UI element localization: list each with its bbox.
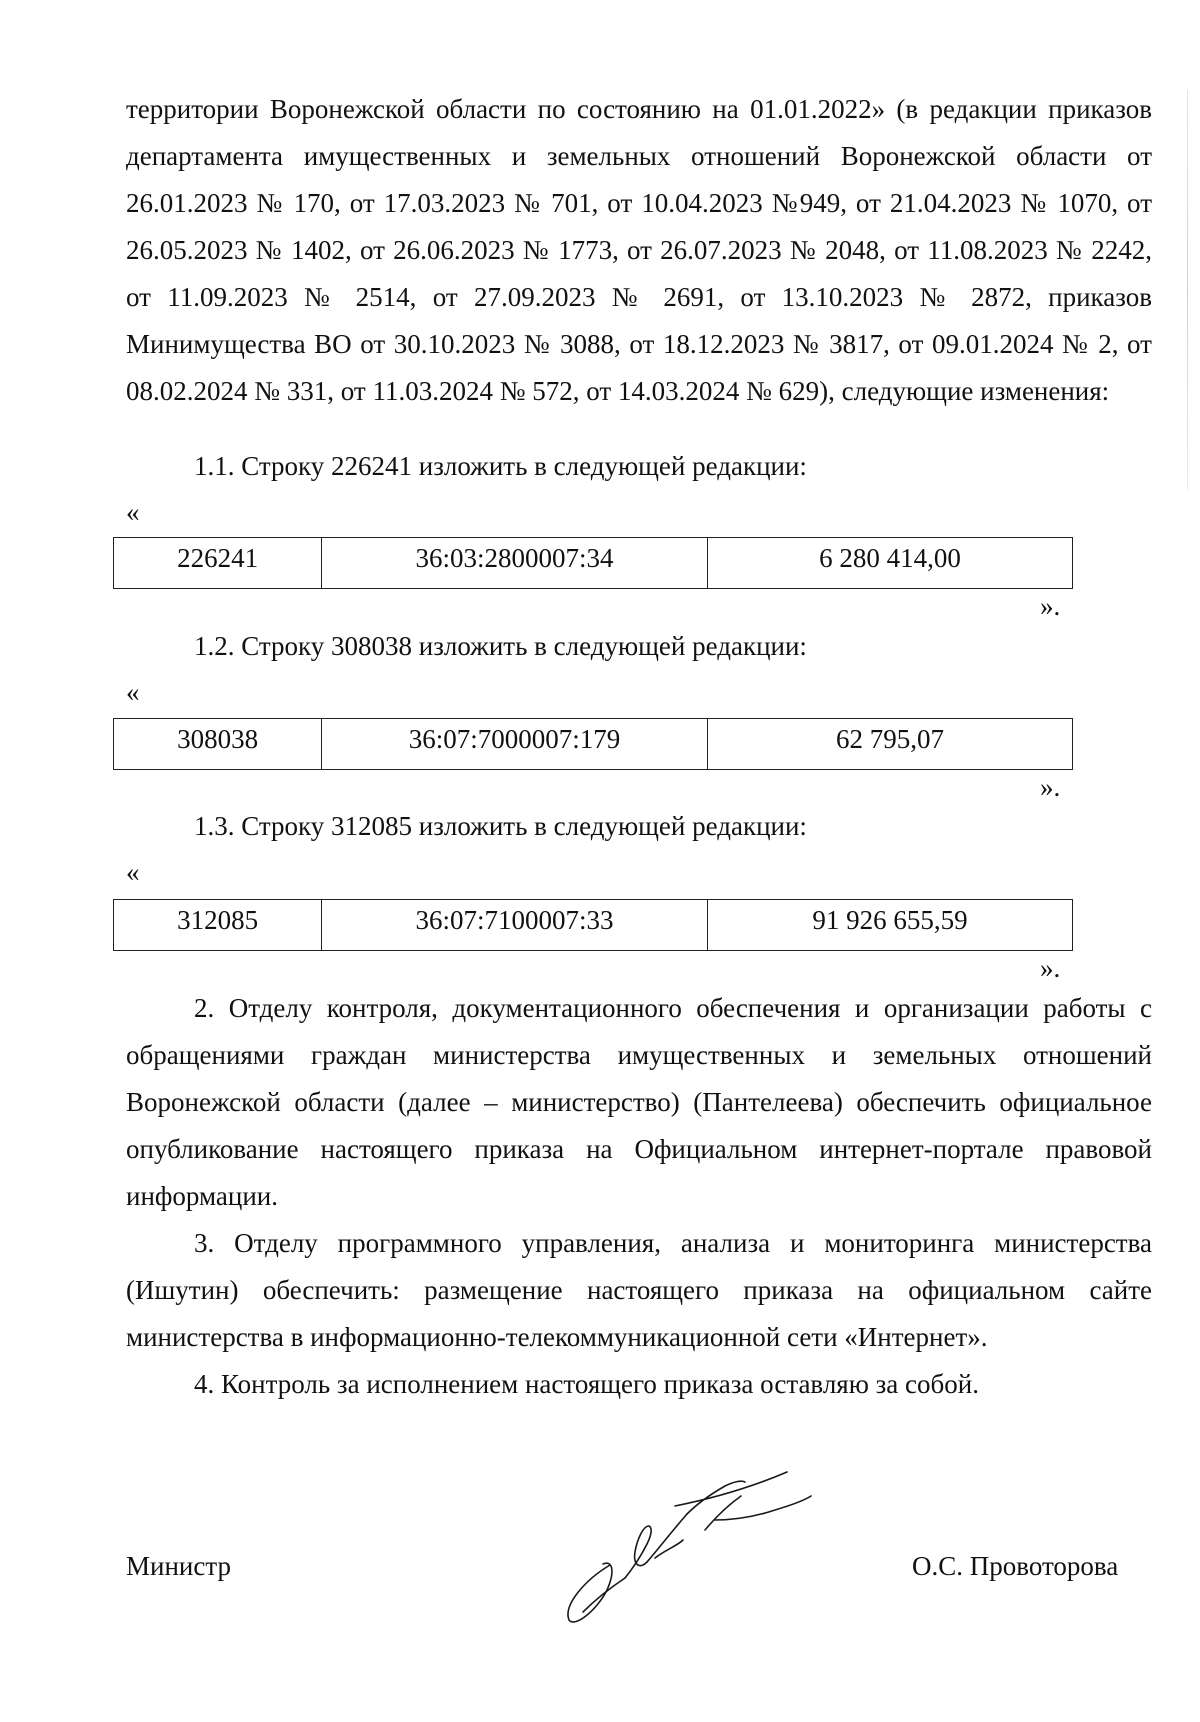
row-1-table — [113, 537, 1073, 589]
row-3-quote-open: « — [126, 857, 140, 887]
paragraph-4: 4. Контроль за исполнением настоящего приказа оставляю за собой. — [194, 1369, 979, 1399]
table-row — [114, 719, 1073, 770]
handwritten-signature — [555, 1460, 825, 1630]
row-3-cell-cadastral: 36:07:7100007:33 — [322, 900, 708, 951]
signatory-name: О.С. Провоторова — [912, 1551, 1119, 1581]
row-1-cell-number: 226241 — [114, 538, 322, 589]
table-row — [114, 900, 1073, 951]
row-3-cell-value: 91 926 655,59 — [707, 900, 1072, 951]
row-1-quote-close: ». — [1040, 591, 1061, 621]
row-1-heading: 1.1. Строку 226241 изложить в следующей редакции: — [194, 451, 807, 481]
row-2-cell-number: 308038 — [114, 719, 322, 770]
row-3-quote-close: ». — [1040, 953, 1061, 983]
paragraph-2: 2. Отделу контроля, документационного обеспечения и организации работы с обращениями граждан министерства имущественных и земельных отношений Воронежской области (далее – министерство) (Пантелеева) обеспечить официальное опубликование настоящего приказа на Официальном интернет-портале правовой информации. — [126, 993, 1152, 1211]
row-3-table — [113, 899, 1073, 951]
row-2-quote-close: ». — [1040, 772, 1061, 802]
intro-paragraph: территории Воронежской области по состоянию на 01.01.2022» (в редакции приказов департамента имущественных и земельных отношений Воронежской области от 26.01.2023 № 170, от 17.03.2023 № 701, от 10.04.2023 №949, от 21.04.2023 № 1070, от 26.05.2023 № 1402, от 26.06.2023 № 1773, от 26.07.2023 № 2048, от 11.08.2023 № 2242, от 11.09.2023 № 2514, от 27.09.2023 № 2691, от 13.10.2023 № 2872, приказов Минимущества ВО от 30.10.2023 № 3088, от 18.12.2023 № 3817, от 09.01.2024 № 2, от 08.02.2024 № 331, от 11.03.2024 № 572, от 14.03.2024 № 629), следующие изменения: — [126, 94, 1152, 406]
row-1-cell-cadastral: 36:03:2800007:34 — [322, 538, 708, 589]
row-1-quote-open: « — [126, 497, 140, 527]
row-2-cell-cadastral: 36:07:7000007:179 — [322, 719, 708, 770]
table-row — [114, 538, 1073, 589]
paragraph-3: 3. Отделу программного управления, анализа и мониторинга министерства (Ишутин) обеспечить: размещение настоящего приказа на официальном сайте министерства в информационно-телекоммуникационной сети «Интернет». — [126, 1228, 1152, 1352]
signatory-position: Министр — [126, 1551, 231, 1581]
scan-edge-mark — [1187, 90, 1188, 490]
row-2-cell-value: 62 795,07 — [707, 719, 1072, 770]
row-3-cell-number: 312085 — [114, 900, 322, 951]
row-2-quote-open: « — [126, 677, 140, 707]
row-3-heading: 1.3. Строку 312085 изложить в следующей редакции: — [194, 811, 807, 841]
row-2-heading: 1.2. Строку 308038 изложить в следующей редакции: — [194, 631, 807, 661]
row-2-table — [113, 718, 1073, 770]
row-1-cell-value: 6 280 414,00 — [707, 538, 1072, 589]
